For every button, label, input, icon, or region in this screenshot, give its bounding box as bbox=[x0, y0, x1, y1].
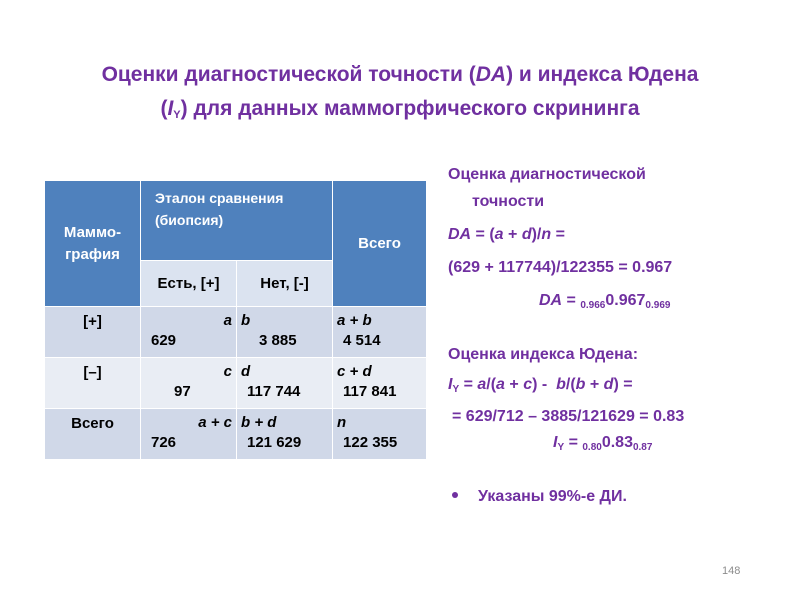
formula-part: a bbox=[496, 376, 505, 393]
iy-result-sub: Y bbox=[557, 442, 565, 453]
da-heading-line1: Оценка диагностической bbox=[448, 166, 646, 183]
row-label bbox=[45, 409, 141, 460]
formula-part: b bbox=[575, 376, 586, 393]
cell-cd bbox=[333, 358, 427, 409]
iy-symbol: I bbox=[448, 376, 453, 393]
formula-part: n bbox=[541, 226, 552, 243]
cell-symbol: d bbox=[241, 363, 251, 380]
page-number: 148 bbox=[722, 565, 741, 577]
formula-part: c bbox=[523, 376, 533, 393]
cell-d bbox=[237, 358, 333, 409]
formula-part: d bbox=[603, 376, 614, 393]
cell-value: 117 841 bbox=[343, 383, 397, 400]
cell-value: 3 885 bbox=[259, 332, 297, 349]
formula-part: d bbox=[521, 226, 532, 243]
da-symbol: DA bbox=[448, 226, 472, 243]
slide-title bbox=[40, 58, 760, 132]
ci-upper: 0.87 bbox=[632, 442, 653, 453]
cell-value: 629 bbox=[151, 332, 177, 349]
title-text: ) и индекса Юдена bbox=[506, 63, 699, 86]
row-label bbox=[45, 307, 141, 358]
cell-symbol: c + d bbox=[337, 363, 372, 380]
ci-lower: 0.966 bbox=[580, 300, 606, 311]
da-result bbox=[539, 292, 670, 311]
cell-value: 121 629 bbox=[247, 434, 302, 451]
formula-part: /( bbox=[565, 376, 576, 393]
title-iy: I bbox=[167, 97, 174, 120]
header-mammography-label: Маммо-графия bbox=[63, 223, 122, 263]
contingency-table bbox=[44, 180, 427, 460]
youden-result bbox=[553, 434, 652, 453]
ci-lower: 0.80 bbox=[582, 442, 602, 453]
cell-ab bbox=[333, 307, 427, 358]
youden-formula bbox=[448, 376, 633, 395]
formula-part: ) - bbox=[532, 376, 557, 393]
youden-calc-text: = 629/712 – 3885/121629 = 0.83 bbox=[452, 408, 685, 425]
header-no bbox=[237, 261, 333, 307]
youden-calculation bbox=[452, 408, 684, 426]
header-reference-label: Эталон сравнения (биопсия) bbox=[155, 190, 284, 228]
header-reference bbox=[141, 181, 333, 261]
title-line-2 bbox=[40, 92, 760, 132]
cell-value: 4 514 bbox=[343, 332, 381, 349]
cell-value: 117 744 bbox=[247, 383, 301, 400]
formula-part: b bbox=[556, 376, 566, 393]
da-calculation bbox=[448, 259, 672, 277]
header-no-label: Нет, [-] bbox=[260, 275, 309, 292]
row-label-text: [+] bbox=[83, 313, 102, 330]
cell-c bbox=[141, 358, 237, 409]
formula-part: + bbox=[585, 376, 604, 393]
title-text: Оценки диагностической точности ( bbox=[101, 63, 476, 86]
point-estimate: 0.967 bbox=[605, 292, 646, 309]
table-row bbox=[45, 307, 427, 358]
formula-part: + bbox=[503, 226, 522, 243]
table-row bbox=[45, 409, 427, 460]
cell-value: 726 bbox=[151, 434, 177, 451]
da-heading-cont bbox=[472, 193, 544, 211]
cell-symbol: c bbox=[223, 363, 232, 380]
bullet-icon bbox=[452, 492, 458, 498]
bullet-item bbox=[452, 488, 627, 506]
formula-part: = bbox=[564, 434, 583, 451]
cell-symbol: n bbox=[337, 414, 347, 431]
title-text: ) для данных маммогрфического скрининга bbox=[180, 97, 640, 120]
iy-result-symbol: I bbox=[553, 434, 558, 451]
cell-symbol: a + b bbox=[337, 312, 372, 329]
formula-part: a bbox=[494, 226, 504, 243]
point-estimate: 0.83 bbox=[601, 434, 633, 451]
row-label-text: [–] bbox=[83, 364, 102, 381]
cell-n bbox=[333, 409, 427, 460]
formula-part: a bbox=[477, 376, 487, 393]
cell-symbol: b + d bbox=[241, 414, 277, 431]
header-yes bbox=[141, 261, 237, 307]
title-line-1 bbox=[40, 58, 760, 92]
row-label bbox=[45, 358, 141, 409]
header-total bbox=[333, 181, 427, 307]
header-yes-label: Есть, [+] bbox=[157, 275, 220, 292]
formula-part: = ( bbox=[471, 226, 495, 243]
table-row bbox=[45, 358, 427, 409]
da-heading bbox=[448, 166, 646, 184]
iy-sub: Y bbox=[452, 384, 460, 395]
header-total-label: Всего bbox=[358, 235, 401, 252]
da-calc-text: (629 + 117744)/122355 = 0.967 bbox=[448, 259, 673, 276]
cell-ac bbox=[141, 409, 237, 460]
youden-heading bbox=[448, 346, 638, 364]
formula-part: = bbox=[551, 226, 565, 243]
bullet-text: Указаны 99%-е ДИ. bbox=[478, 488, 627, 505]
title-da: DA bbox=[475, 63, 507, 86]
cell-symbol: a bbox=[223, 312, 232, 329]
cell-symbol: b bbox=[241, 312, 251, 329]
cell-a bbox=[141, 307, 237, 358]
cell-value: 122 355 bbox=[343, 434, 398, 451]
title-iy-sub: Y bbox=[173, 109, 181, 121]
cell-symbol: a + c bbox=[198, 414, 232, 431]
da-formula bbox=[448, 226, 565, 244]
ci-upper: 0.969 bbox=[645, 300, 671, 311]
formula-part: = bbox=[459, 376, 478, 393]
header-mammography bbox=[45, 181, 141, 307]
formula-part: /( bbox=[486, 376, 497, 393]
da-heading-line2: точности bbox=[472, 193, 545, 210]
formula-part: = bbox=[562, 292, 581, 309]
formula-part: + bbox=[504, 376, 524, 393]
youden-heading-text: Оценка индекса Юдена: bbox=[448, 346, 639, 363]
cell-value: 97 bbox=[174, 383, 191, 400]
cell-b bbox=[237, 307, 333, 358]
title-text: ( bbox=[160, 97, 168, 120]
formula-part: )/ bbox=[531, 226, 542, 243]
formula-part: ) = bbox=[613, 376, 633, 393]
da-result-symbol: DA bbox=[539, 292, 563, 309]
cell-bd bbox=[237, 409, 333, 460]
row-label-text: Всего bbox=[71, 415, 114, 432]
